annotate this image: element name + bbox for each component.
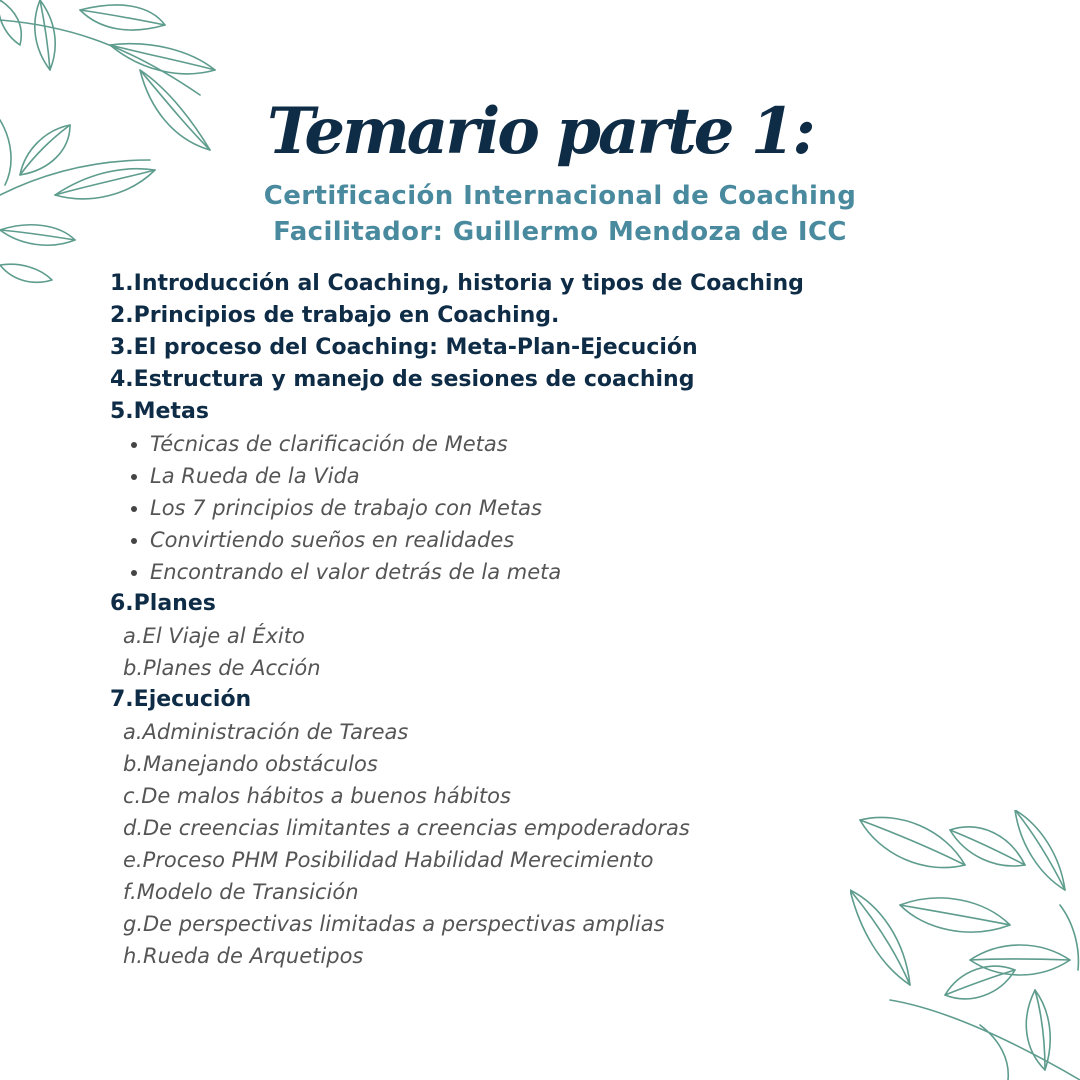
topic-heading: 6.Planes [110, 591, 216, 616]
ejecucion-list-item: b.Manejando obstáculos [123, 752, 378, 776]
topic-heading: 4.Estructura y manejo de sesiones de coaching [110, 367, 695, 392]
metas-list-item: Encontrando el valor detrás de la meta [110, 556, 1010, 588]
planes-list-item: a.El Viaje al Éxito [123, 624, 305, 648]
ejecucion-list-item: d.De creencias limitantes a creencias empoderadoras [123, 816, 690, 840]
page-title: Temario parte 1: [267, 94, 813, 169]
subtitle-facilitator: Facilitador: Guillermo Mendoza de ICC [273, 217, 847, 247]
ejecucion-list-item: a.Administración de Tareas [123, 720, 409, 744]
metas-list-item: Técnicas de clarificación de Metas [110, 428, 1010, 460]
metas-list-item: Convirtiendo sueños en realidades [110, 524, 1010, 556]
topic-heading: 2.Principios de trabajo en Coaching. [110, 303, 560, 328]
ejecucion-list-item: c.De malos hábitos a buenos hábitos [123, 784, 511, 808]
topic-heading: 1.Introducción al Coaching, historia y tipos de Coaching [110, 271, 804, 296]
ejecucion-list-item: e.Proceso PHM Posibilidad Habilidad Merecimiento [123, 848, 654, 872]
syllabus-list [110, 268, 1010, 972]
ejecucion-list-item: f.Modelo de Transición [123, 880, 359, 904]
subtitle-certification: Certificación Internacional de Coaching [263, 181, 857, 211]
topic-heading: 3.El proceso del Coaching: Meta-Plan-Ejecución [110, 335, 698, 360]
ejecucion-list-item: g.De perspectivas limitadas a perspectivas amplias [123, 912, 665, 936]
ejecucion-list-item: h.Rueda de Arquetipos [123, 944, 364, 968]
topic-heading: 5.Metas [110, 399, 209, 424]
metas-list-item: La Rueda de la Vida [110, 460, 1010, 492]
metas-list-item: Los 7 principios de trabajo con Metas [110, 492, 1010, 524]
topic-heading: 7.Ejecución [110, 687, 252, 712]
planes-list-item: b.Planes de Acción [123, 656, 321, 680]
